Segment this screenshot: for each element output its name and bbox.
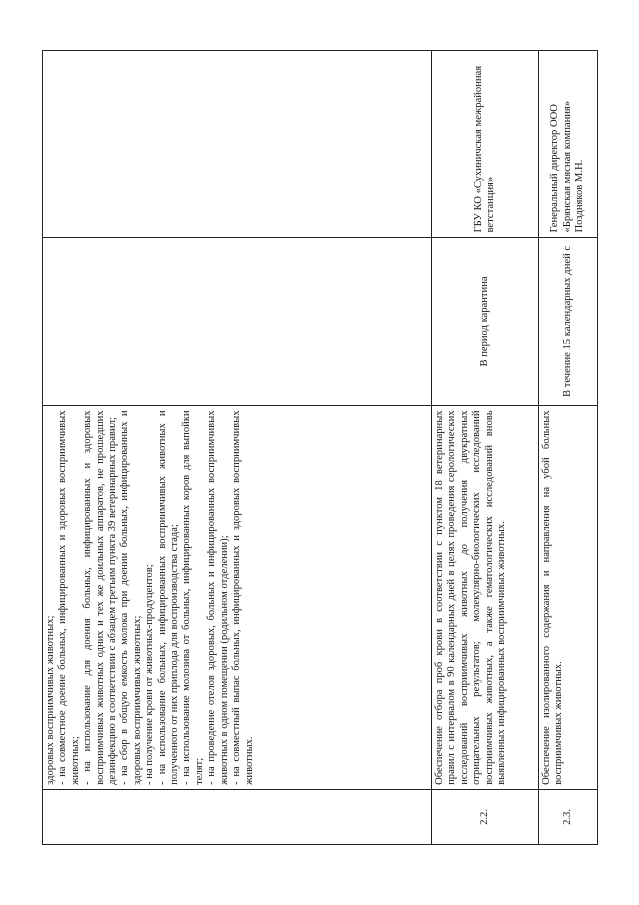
term-cell	[43, 237, 432, 406]
list-item: - на совместный выпас больных, инфицированных и здоровых восприимчивых животных.	[231, 410, 255, 785]
list-item: - на использование для доения больных, инфицированных и здоровых восприимчивых животных одних и тех же доильных аппаратов, не прошедших дезинфекцию в соответствии с абзацем третьим пункта 39 ветеринарных правил;	[82, 410, 119, 785]
list-item: - на совместное доение больных, инфицированных и здоровых восприимчивых животных;	[57, 410, 81, 785]
row-number: 2.2.	[432, 789, 539, 844]
table-row	[43, 51, 432, 845]
measures-table	[42, 50, 598, 845]
list-item: Обеспечение изолированного содержания и направления на убой больных восприимчивых животных.	[541, 410, 565, 785]
list-item: - на получение крови от животных-продуцентов;	[144, 564, 156, 785]
term-cell: В течение 15 календарных дней с	[539, 237, 598, 406]
responsible-cell: Генеральный директор ООО «Брянская мясная компания» Поздняков М.Н.	[539, 51, 598, 238]
row-number: 2.3.	[539, 789, 598, 844]
row-number	[43, 789, 432, 844]
list-item: Обеспечение отбора проб крови в соответствии с пунктом 18 ветеринарных правил с интервалом в 90 календарных дней в целях проведения серологических исследований восприимчивых животных до получения двукратных отрицательных результатов; молекулярно-биологических исследований восприимчивых животных, а также гематологических исследований вновь выявленных инфицированных восприимчивых животных.	[434, 410, 508, 785]
list-item: - на использование молозива от больных, инфицированных коров для выпойки телят;	[181, 410, 205, 785]
term-cell: В период карантина	[432, 237, 539, 406]
table-row	[432, 51, 539, 845]
action-cell	[43, 406, 432, 790]
responsible-cell	[43, 51, 432, 238]
list-item: здоровых восприимчивых животных;	[45, 615, 56, 785]
list-item: - на использование больных, инфицированных восприимчивых животных и полученного от них приплода для воспроизводства стада;	[156, 410, 181, 785]
rotated-table-container	[42, 50, 600, 845]
action-cell	[539, 406, 598, 790]
table-row	[539, 51, 598, 845]
list-item: - на проведение отелов здоровых, больных и инфицированных восприимчивых животных в одном помещении (родильном отделении);	[206, 410, 230, 785]
action-cell	[432, 406, 539, 790]
list-item: - на сбор в общую емкость молока при доении больных, инфицированных и здоровых восприимчивых животных;	[119, 410, 143, 785]
responsible-cell: ГБУ КО «Сухиничская межрайонная ветстанция»	[432, 51, 539, 238]
